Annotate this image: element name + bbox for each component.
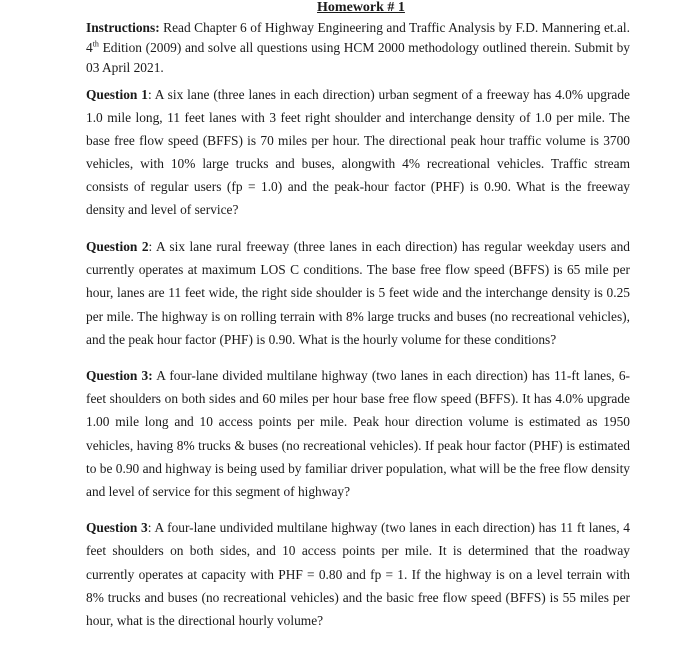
question-3-lead: Question 3: <box>86 368 153 384</box>
instructions-sup: th <box>92 39 99 49</box>
question-3-paragraph <box>86 364 630 503</box>
question-4-lead: Question 3 <box>86 520 148 536</box>
instructions-text-2: Edition (2009) and solve all questions using HCM 2000 methodology outlined therein. Submit by 03 April 2021. <box>86 40 630 75</box>
title-wrap <box>86 0 630 16</box>
question-1-lead: Question 1 <box>86 87 148 102</box>
question-1-paragraph <box>86 83 630 221</box>
question-2-text: : A six lane rural freeway (three lanes in each direction) has regular weekday users and currently operates at maximum LOS C conditions. The base free flow speed (BFFS) is 65 mile per hour, lanes are 11 feet wide, the right side shoulder is 5 feet wide and the interchange density is 0.25 per mile. The highway is on rolling terrain with 8% large trucks and buses (no recreational vehicles), and the peak hour factor (PHF) is 0.90. What is the hourly volume for these conditions? <box>86 239 630 347</box>
question-3-text: A four-lane divided multilane highway (two lanes in each direction) has 11-ft lanes, 6-feet shoulders on both sides and 60 miles per hour base free flow speed (BFFS). It has 4.0% upgrade 1.00 mile long and 10 access points per mile. Peak hour direction volume is estimated as 1950 vehicles, having 8% trucks & buses (no recreational vehicles). If peak hour factor (PHF) is estimated to be 0.90 and highway is being used by familiar driver population, what will be the free flow density and level of service for this segment of highway? <box>86 368 631 500</box>
question-2-lead: Question 2 <box>86 239 149 254</box>
question-1-text: : A six lane (three lanes in each direction) urban segment of a freeway has 4.0% upgrade 1.0 mile long, 11 feet lanes with 3 feet right shoulder and interchange density of 1.0 per mile. The base free flow speed (BFFS) is 70 miles per hour. The directional peak hour traffic volume is 3700 vehicles, with 10% large trucks and buses, alongwith 4% recreational vehicles. Traffic stream consists of regular users (fp = 1.0) and the peak-hour factor (PHF) is 0.90. What is the freeway density and level of service? <box>86 87 630 217</box>
page-title: Homework # 1 <box>317 0 405 15</box>
instructions-paragraph <box>86 18 630 78</box>
instructions-lead: Instructions: <box>86 20 160 35</box>
instructions-text-1: Read Chapter 6 of Highway Engineering and Traffic Analysis by F.D. Mannering et.al. 4 <box>86 20 630 55</box>
question-4-paragraph <box>86 516 630 632</box>
question-2-paragraph <box>86 235 630 351</box>
question-4-text: : A four-lane undivided multilane highway (two lanes in each direction) has 11 ft lanes, 4 feet shoulders on both sides, and 10 access points per mile. It is determined that the roadway currently operates at capacity with PHF = 0.80 and fp = 1. If the highway is on a level terrain with 8% trucks and buses (no recreational vehicles) and the basic free flow speed (BFFS) is 55 miles per hour, what is the directional hourly volume? <box>86 520 630 629</box>
